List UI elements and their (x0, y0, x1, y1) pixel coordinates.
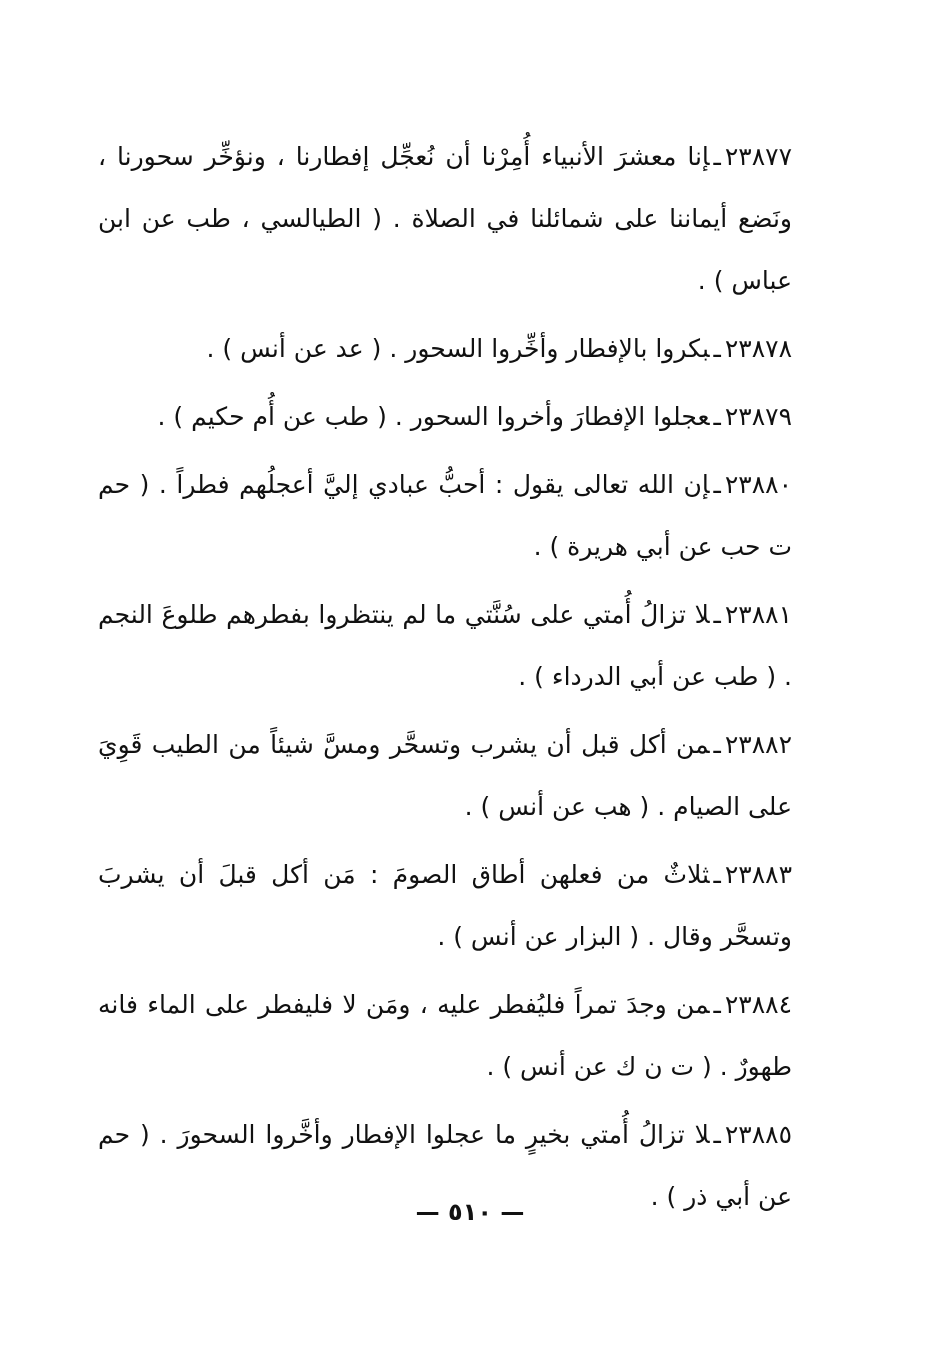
hadith-number: ٢٣٨٧٨ (724, 334, 792, 363)
hadith-number: ٢٣٨٨٥ (724, 1120, 792, 1149)
hadith-text: من أكل قبل أن يشرب وتسحَّر ومسَّ شيئاً من الطيب قَوِيَ على الصيام . ( هب عن أنس ) . (98, 730, 792, 821)
separator: ـ (713, 402, 721, 431)
separator: ـ (713, 1120, 721, 1149)
hadith-text: عجلوا الإفطارَ وأخروا السحور . ( طب عن أُم حكيم ) . (157, 402, 710, 431)
page-number: — ٥١٠ — (415, 1198, 525, 1226)
hadith-entry (98, 386, 792, 448)
hadith-text: لا تزالُ أُمتي على سُنَّتي ما لم ينتظروا بفطرهم طلوعَ النجم . ( طب عن أبي الدرداء ) . (98, 600, 792, 691)
hadith-text: إنا معشرَ الأنبياء أُمِرْنا أن نُعجِّل إفطارنا ، ونؤخِّر سحورنا ، ونَضع أيماننا على شمائلنا في الصلاة . ( الطيالسي ، طب عن ابن عباس ) . (98, 142, 792, 295)
hadith-entry (98, 714, 792, 838)
separator: ـ (713, 730, 721, 759)
hadith-number: ٢٣٨٨١ (724, 600, 792, 629)
hadith-text: إن الله تعالى يقول : أحبُّ عبادي إليَّ أعجلُهم فطراً . ( حم ت حب عن أبي هريرة ) . (98, 470, 792, 561)
hadith-number: ٢٣٨٨٢ (724, 730, 792, 759)
hadith-number: ٢٣٨٨٤ (724, 990, 792, 1019)
hadith-number: ٢٣٨٧٩ (724, 402, 792, 431)
separator: ـ (713, 990, 721, 1019)
hadith-entry (98, 584, 792, 708)
hadith-text: بكروا بالإفطار وأخِّروا السحور . ( عد عن أنس ) . (206, 334, 710, 363)
separator: ـ (713, 334, 721, 363)
hadith-entry (98, 844, 792, 968)
hadith-text: لا تزالُ أُمتي بخيرٍ ما عجلوا الإفطار وأخَّروا السحورَ . ( حم عن أبي ذر ) . (98, 1120, 792, 1211)
hadith-entry (98, 454, 792, 578)
separator: ـ (713, 860, 721, 889)
hadith-text: من وجدَ تمراً فليُفطر عليه ، ومَن لا فليفطر على الماء فانه طهورٌ . ( ت ن ك عن أنس ) . (98, 990, 792, 1081)
hadith-text: ثلاثٌ من فعلهن أطاق الصومَ : مَن أكل قبلَ أن يشربَ وتسحَّر وقال . ( البزار عن أنس ) . (98, 860, 792, 951)
hadith-number: ٢٣٨٧٧ (724, 142, 792, 171)
separator: ـ (713, 142, 721, 171)
separator: ـ (713, 600, 721, 629)
hadith-entry (98, 126, 792, 312)
hadith-number: ٢٣٨٨٠ (724, 470, 792, 499)
hadith-entry (98, 318, 792, 380)
separator: ـ (713, 470, 721, 499)
hadith-number: ٢٣٨٨٣ (724, 860, 792, 889)
hadith-entry (98, 974, 792, 1098)
hadith-text-block (98, 126, 792, 1234)
